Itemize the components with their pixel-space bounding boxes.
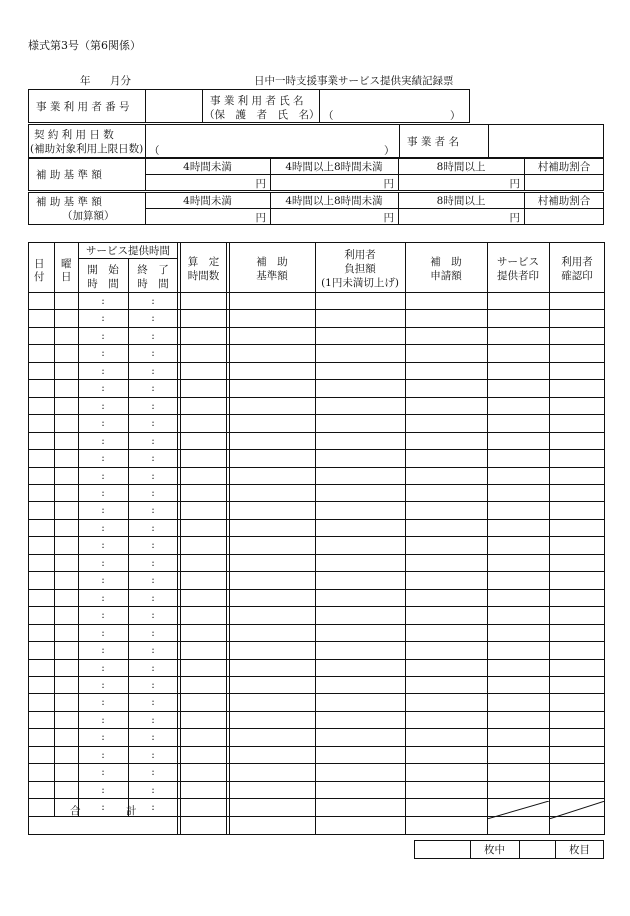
- row-line: [28, 554, 605, 555]
- row-line: [28, 449, 605, 450]
- col-apply-header: 補 助: [430, 256, 462, 268]
- col-start-header: 開 始: [87, 264, 119, 276]
- row-line: [28, 763, 605, 764]
- row-line: [28, 467, 605, 468]
- row-line: [28, 536, 605, 537]
- add-tier3-yen: 円: [509, 212, 520, 224]
- base-amount-add-label: 補 助 基 準 額: [36, 196, 102, 208]
- col-apply-header-2: 申請額: [430, 270, 462, 282]
- end-time-colon: :: [151, 434, 155, 447]
- end-time-colon: :: [151, 574, 155, 587]
- add-tier1-yen: 円: [255, 212, 266, 224]
- add-tier3-label: 8時間以上: [436, 195, 486, 207]
- start-time-colon: :: [101, 521, 105, 534]
- row-line: [28, 327, 605, 328]
- end-time-colon: :: [151, 539, 155, 552]
- start-time-colon: :: [101, 609, 105, 622]
- tier3-label: 8時間以上: [436, 161, 486, 173]
- col-start-header-2: 時 間: [87, 278, 119, 290]
- end-time-colon: :: [151, 661, 155, 674]
- row-line: [28, 624, 605, 625]
- row-line: [28, 397, 605, 398]
- user-number-label: 事 業 利 用 者 番 号: [36, 101, 130, 113]
- contract-paren-close: ）: [384, 145, 395, 157]
- end-time-colon: :: [151, 399, 155, 412]
- end-time-colon: :: [151, 295, 155, 307]
- start-time-colon: :: [101, 469, 105, 482]
- end-time-colon: :: [151, 644, 155, 656]
- start-time-colon: :: [101, 748, 105, 761]
- end-time-colon: :: [151, 417, 155, 430]
- start-time-colon: :: [101, 434, 105, 447]
- row-line: [28, 589, 605, 590]
- sheet-number-label: 枚目: [569, 844, 590, 856]
- end-time-colon: :: [151, 452, 155, 464]
- end-time-colon: :: [151, 521, 155, 534]
- start-time-colon: :: [101, 678, 105, 691]
- end-time-colon: :: [151, 696, 155, 709]
- col-calc-header-2: 時間数: [187, 270, 220, 282]
- provider-field[interactable]: [488, 124, 604, 158]
- col-service-time-header: サービス提供時間: [86, 245, 170, 257]
- column-line: [549, 242, 550, 835]
- start-time-colon: :: [101, 329, 105, 342]
- end-time-colon: :: [151, 678, 155, 691]
- start-time-colon: :: [101, 417, 105, 430]
- col-base-header: 補 助: [256, 256, 288, 268]
- row-line: [28, 606, 605, 607]
- row-line: [28, 309, 605, 310]
- column-line: [229, 242, 230, 835]
- col-weekday-header: 曜日: [61, 258, 72, 283]
- col-seal-header: サービス: [497, 256, 539, 268]
- end-time-colon: :: [151, 801, 155, 813]
- row-line: [28, 344, 605, 345]
- provider-label: 事 業 者 名: [407, 136, 460, 148]
- guardian-name-label: （保 護 者 氏 名）: [204, 109, 320, 121]
- end-time-colon: :: [151, 382, 155, 395]
- start-time-colon: :: [101, 766, 105, 779]
- column-line: [226, 242, 227, 835]
- col-calc-header: 算 定: [187, 256, 220, 268]
- end-time-colon: :: [151, 347, 155, 360]
- seal-total-slash: [487, 801, 549, 819]
- start-time-colon: :: [101, 661, 105, 674]
- col-confirm-header-2: 確認印: [561, 270, 593, 282]
- column-line: [315, 242, 316, 835]
- base-amount-add-sub-label: （加算額）: [62, 210, 115, 222]
- period-year-label: 年: [80, 75, 91, 87]
- col-burden-header-2: 負担額: [344, 263, 376, 275]
- end-time-colon: :: [151, 556, 155, 569]
- row-line: [28, 781, 605, 782]
- row-line: [28, 519, 605, 520]
- row-line: [28, 571, 605, 572]
- col-end-header: 終 了: [137, 264, 169, 276]
- start-time-colon: :: [101, 696, 105, 709]
- row-line: [28, 746, 605, 747]
- end-time-colon: :: [151, 748, 155, 761]
- row-line: [28, 641, 605, 642]
- row-line: [28, 379, 605, 380]
- total-label-2: 計: [126, 805, 137, 817]
- row-line: [28, 501, 605, 502]
- end-time-colon: :: [151, 469, 155, 482]
- start-time-colon: :: [101, 591, 105, 604]
- col-seal-header-2: 提供者印: [497, 270, 539, 282]
- start-time-colon: :: [101, 382, 105, 395]
- end-time-colon: :: [151, 626, 155, 639]
- name-paren-open: （: [323, 110, 334, 122]
- total-sheets-field[interactable]: [414, 840, 471, 859]
- end-time-colon: :: [151, 486, 155, 499]
- total-label: 合: [70, 805, 81, 817]
- end-time-colon: :: [151, 364, 155, 377]
- form-number: 様式第3号（第6関係）: [28, 39, 141, 52]
- row-line: [28, 693, 605, 694]
- start-time-colon: :: [101, 801, 105, 813]
- village-ratio-label: 村補助割合: [537, 161, 591, 173]
- col-end-header-2: 時 間: [137, 278, 169, 290]
- end-time-colon: :: [151, 504, 155, 517]
- period-month-label: 月分: [110, 75, 131, 87]
- row-line: [28, 432, 605, 433]
- tier1-yen: 円: [255, 178, 266, 190]
- tier3-yen: 円: [509, 178, 520, 190]
- sheets-of-label: 枚中: [484, 844, 505, 856]
- end-time-colon: :: [151, 312, 155, 325]
- col-confirm-header: 利用者: [561, 256, 593, 268]
- page-title: 日中一時支援事業サービス提供実績記録票: [254, 75, 454, 87]
- add-tier2-label: 4時間以上8時間未満: [285, 195, 383, 207]
- column-line: [405, 242, 406, 835]
- add-village-ratio-label: 村補助割合: [537, 195, 591, 207]
- end-time-colon: :: [151, 609, 155, 622]
- start-time-colon: :: [101, 556, 105, 569]
- end-time-colon: :: [151, 766, 155, 779]
- tier2-yen: 円: [383, 178, 394, 190]
- start-time-colon: :: [101, 347, 105, 360]
- col-day-header: 日付: [34, 258, 45, 283]
- row-line: [28, 728, 605, 729]
- start-time-colon: :: [101, 399, 105, 412]
- row-line: [28, 484, 605, 485]
- end-time-colon: :: [151, 731, 155, 744]
- row-line: [28, 362, 605, 363]
- row-line: [28, 711, 605, 712]
- col-base-header-2: 基準額: [256, 270, 288, 282]
- start-time-colon: :: [101, 504, 105, 517]
- end-time-colon: :: [151, 329, 155, 342]
- tier2-label: 4時間以上8時間未満: [285, 161, 383, 173]
- tier1-label: 4時間未満: [183, 161, 232, 173]
- start-time-colon: :: [101, 626, 105, 639]
- column-line: [54, 242, 55, 816]
- add-tier1-label: 4時間未満: [183, 195, 232, 207]
- confirm-total-slash: [549, 801, 605, 819]
- sheet-number-field[interactable]: [519, 840, 556, 859]
- start-time-colon: :: [101, 783, 105, 796]
- start-time-colon: :: [101, 644, 105, 656]
- row-line: [28, 798, 605, 799]
- end-time-colon: :: [151, 591, 155, 604]
- column-line: [180, 242, 181, 835]
- start-time-colon: :: [101, 312, 105, 325]
- col-burden-header: 利用者: [344, 249, 376, 261]
- base-amount-label: 補 助 基 準 額: [36, 169, 102, 181]
- col-burden-header-3: (1円未満切上げ): [321, 277, 399, 289]
- user-number-field[interactable]: [145, 89, 203, 123]
- start-time-colon: :: [101, 731, 105, 744]
- contract-paren-open: （: [149, 145, 160, 157]
- user-name-field[interactable]: [319, 89, 470, 123]
- start-time-colon: :: [101, 295, 105, 307]
- name-paren-close: ）: [450, 110, 461, 122]
- row-line: [28, 676, 605, 677]
- end-time-colon: :: [151, 713, 155, 726]
- add-tier2-yen: 円: [383, 212, 394, 224]
- row-line: [28, 659, 605, 660]
- row-line: [28, 414, 605, 415]
- table-header-divider: [28, 292, 605, 293]
- user-name-label: 事 業 利 用 者 氏 名: [210, 95, 304, 107]
- start-time-colon: :: [101, 486, 105, 499]
- start-time-colon: :: [101, 574, 105, 587]
- end-time-colon: :: [151, 783, 155, 796]
- contract-days-label: 契 約 利 用 日 数: [34, 129, 114, 141]
- contract-days-field[interactable]: [145, 124, 400, 158]
- start-time-colon: :: [101, 539, 105, 552]
- start-time-colon: :: [101, 713, 105, 726]
- start-time-colon: :: [101, 452, 105, 464]
- column-line: [487, 242, 488, 835]
- contract-days-sub-label: (補助対象利用上限日数): [30, 143, 144, 155]
- start-time-colon: :: [101, 364, 105, 377]
